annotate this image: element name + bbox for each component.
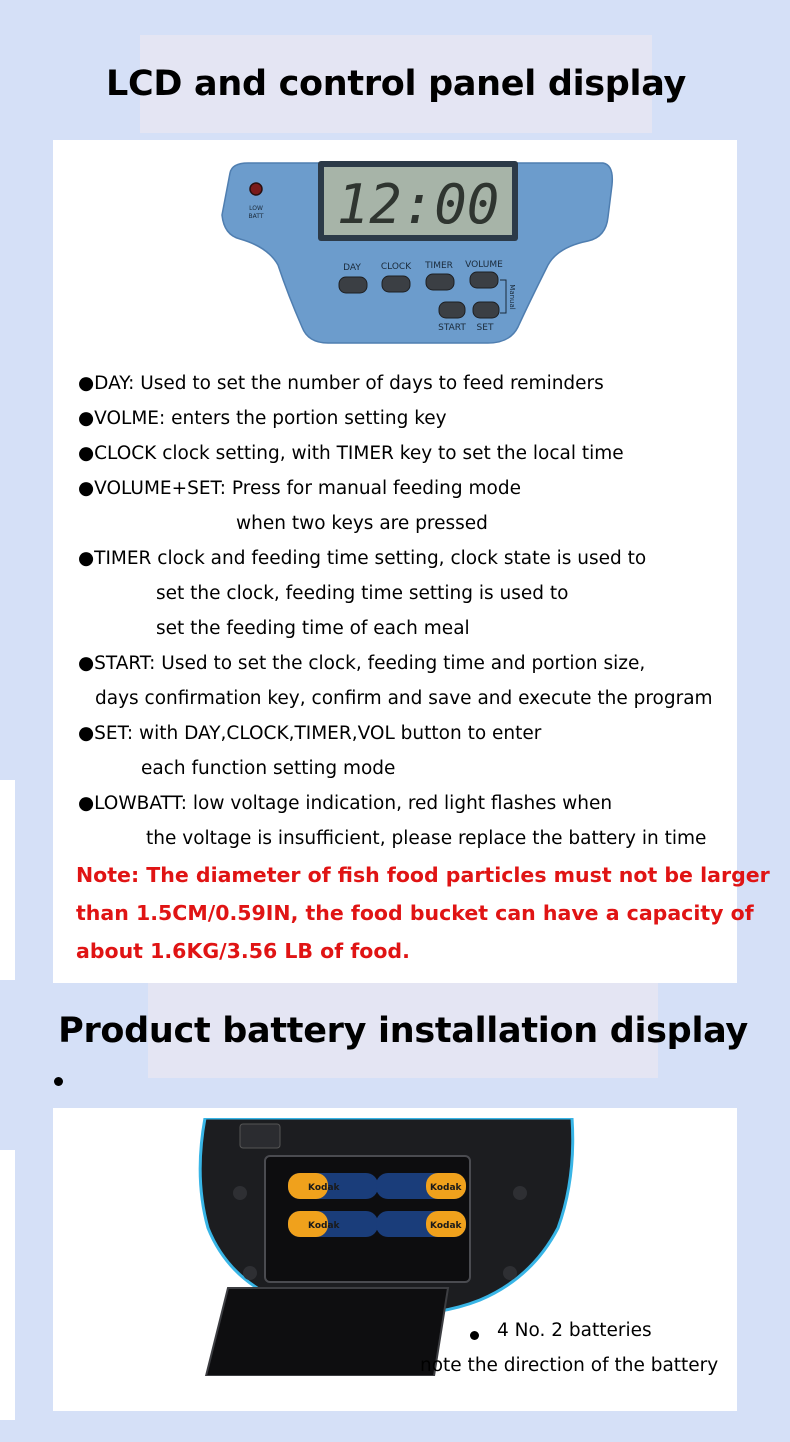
desc-line-start: ●START: Used to set the clock, feeding time and portion size, (78, 653, 646, 674)
battery-cover (206, 1288, 448, 1376)
lcd-clock-digits: 12:00 (336, 173, 500, 236)
screw-2 (513, 1186, 527, 1200)
volume-button-label: VOLUME (465, 260, 503, 270)
battery-brand-2: Kodak (430, 1183, 462, 1193)
desc-line-timer: ●TIMER clock and feeding time setting, clock state is used to (78, 548, 647, 569)
section-title-band-2 (58, 983, 748, 1078)
section-title-band (105, 35, 687, 133)
day-button-label: DAY (343, 263, 361, 273)
desc-line-volme: ●VOLME: enters the portion setting key (78, 408, 447, 429)
low-batt-led (250, 183, 262, 195)
section-title: LCD and control panel display (105, 64, 687, 104)
battery-brand-1: Kodak (308, 1183, 340, 1193)
battery-brand-3: Kodak (308, 1221, 340, 1231)
timer-button-label: TIMER (425, 261, 453, 271)
battery-direction-label: note the direction of the battery (420, 1355, 719, 1376)
clock-button (382, 276, 410, 292)
note-line-1: Note: The diameter of fish food particles must not be larger (76, 863, 770, 887)
timer-button (426, 274, 454, 290)
screw-3 (243, 1266, 257, 1280)
note-line-2: than 1.5CM/0.59IN, the food bucket can have a capacity of (76, 901, 754, 925)
desc-line-timer-cont-2: set the feeding time of each meal (156, 618, 470, 639)
battery-note-bullet (470, 1331, 479, 1340)
set-button (473, 302, 499, 318)
desc-line-start-cont: days confirmation key, confirm and save and execute the program (95, 688, 713, 709)
day-button (339, 277, 367, 293)
desc-line-volume-set: ●VOLUME+SET: Press for manual feeding mode (78, 478, 521, 499)
desc-line-set-cont: each function setting mode (141, 758, 396, 779)
desc-line-day: ●DAY: Used to set the number of days to feed reminders (78, 373, 604, 394)
screw-4 (503, 1266, 517, 1280)
volume-button (470, 272, 498, 288)
manual-label: Manual (508, 284, 516, 310)
start-button (439, 302, 465, 318)
desc-line-volume-set-cont: when two keys are pressed (236, 513, 488, 534)
set-button-label: SET (476, 323, 494, 333)
bullet-dot (54, 1077, 63, 1086)
desc-line-lowbatt: ●LOWBATT: low voltage indication, red light flashes when (78, 793, 613, 814)
desc-line-lowbatt-cont: the voltage is insufficient, please replace the battery in time (146, 828, 707, 849)
low-batt-label-2: BATT (248, 213, 264, 220)
low-batt-label-1: LOW (249, 205, 263, 212)
lcd-control-panel-image (218, 155, 616, 347)
screw-1 (233, 1186, 247, 1200)
battery-count-label: 4 No. 2 batteries (497, 1320, 652, 1341)
desc-line-timer-cont-1: set the clock, feeding time setting is used to (156, 583, 569, 604)
start-button-label: START (438, 323, 466, 333)
left-white-strip-2 (0, 1150, 15, 1420)
section-title-2: Product battery installation display (58, 1010, 748, 1051)
note-line-3: about 1.6KG/3.56 LB of food. (76, 939, 410, 963)
battery-brand-4: Kodak (430, 1221, 462, 1231)
clock-button-label: CLOCK (380, 262, 412, 272)
top-button (240, 1124, 280, 1148)
desc-line-set: ●SET: with DAY,CLOCK,TIMER,VOL button to enter (78, 723, 542, 744)
desc-line-clock: ●CLOCK clock setting, with TIMER key to set the local time (78, 443, 624, 464)
left-white-strip (0, 780, 15, 980)
